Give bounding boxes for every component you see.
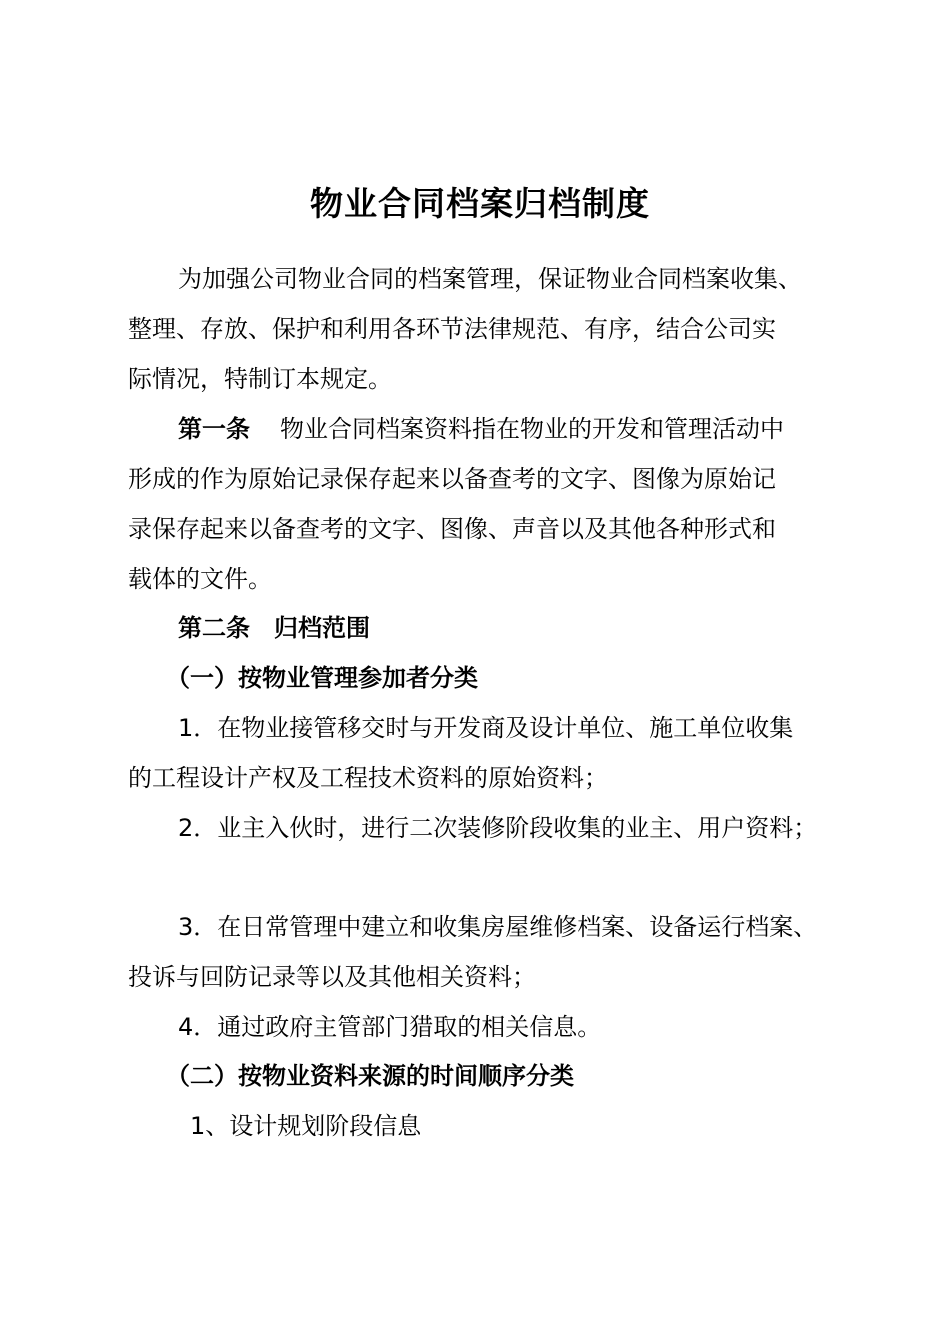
article1-line-3: 录保存起来以备查考的文字、图像、声音以及其他各种形式和 (128, 515, 776, 543)
article1-label: 第一条 (178, 415, 250, 443)
intro-line-3: 际情况，特制订本规定。 (128, 365, 392, 393)
section2-item1: 1、设计规划阶段信息 (190, 1112, 422, 1140)
document-title: 物业合同档案归档制度 (310, 184, 650, 223)
section2-heading: （二）按物业资料来源的时间顺序分类 (166, 1062, 574, 1090)
intro-line-2: 整理、存放、保护和利用各环节法律规范、有序，结合公司实 (128, 315, 776, 343)
section1-item1-line-2: 的工程设计产权及工程技术资料的原始资料； (128, 764, 608, 792)
section1-item4: 4．通过政府主管部门猎取的相关信息。 (178, 1013, 602, 1041)
section1-heading: （一）按物业管理参加者分类 (166, 664, 478, 692)
intro-line-1: 为加强公司物业合同的档案管理，保证物业合同档案收集、 (178, 265, 802, 293)
article1-line-1 (178, 414, 784, 444)
article2-title: 归档范围 (274, 614, 370, 642)
section1-item3-line-2: 投诉与回防记录等以及其他相关资料； (128, 963, 536, 991)
section1-item1-line-1: 1．在物业接管移交时与开发商及设计单位、施工单位收集 (178, 714, 794, 742)
article1-line-4: 载体的文件。 (128, 565, 272, 593)
article2-heading (178, 613, 370, 643)
article2-label: 第二条 (178, 614, 250, 642)
article1-text: 物业合同档案资料指在物业的开发和管理活动中 (280, 415, 784, 443)
article1-line-2: 形成的作为原始记录保存起来以备查考的文字、图像为原始记 (128, 465, 776, 493)
section1-item2: 2．业主入伙时，进行二次装修阶段收集的业主、用户资料； (178, 814, 818, 842)
section1-item3-line-1: 3．在日常管理中建立和收集房屋维修档案、设备运行档案、 (178, 913, 818, 941)
